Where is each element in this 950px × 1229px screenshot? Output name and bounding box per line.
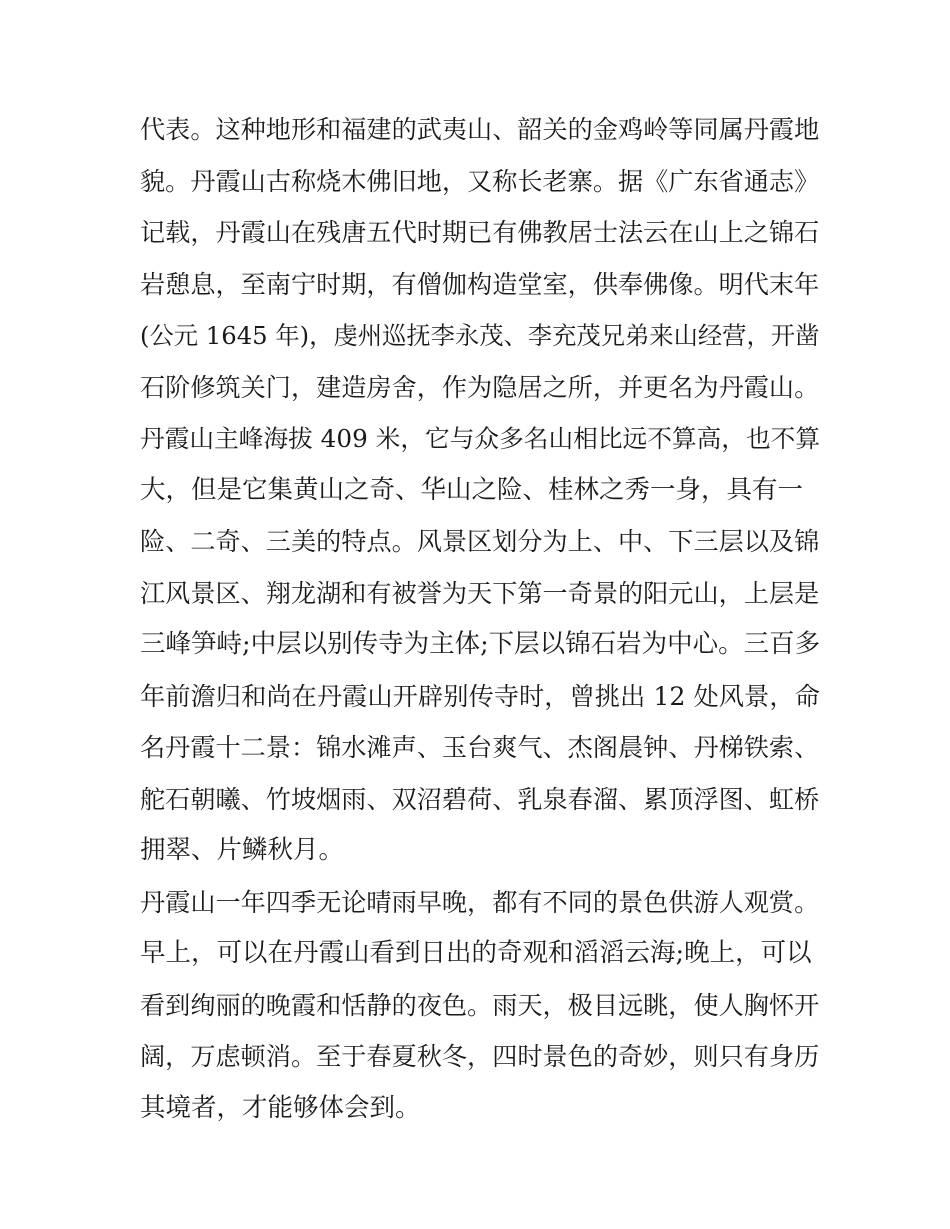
text-line: 舵石朝曦、竹坡烟雨、双沼碧荷、乳泉春溜、累顶浮图、虹桥 bbox=[140, 784, 820, 814]
text-line: 江风景区、翔龙湖和有被誉为天下第一奇景的阳元山，上层是 bbox=[140, 578, 820, 608]
text-line: 石阶修筑关门，建造房舍，作为隐居之所，并更名为丹霞山。 bbox=[140, 372, 820, 402]
text-line: 阔，万虑顿消。至于春夏秋冬，四时景色的奇妙，则只有身历 bbox=[140, 1042, 820, 1071]
text-line: 代表。这种地形和福建的武夷山、韶关的金鸡岭等同属丹霞地 bbox=[140, 115, 820, 144]
text-line: 早上，可以在丹霞山看到日出的奇观和滔滔云海;晚上，可以 bbox=[140, 938, 812, 968]
text-line: 岩憩息，至南宁时期，有僧伽构造堂室，供奉佛像。明代末年 bbox=[140, 269, 820, 299]
text-line: 大，但是它集黄山之奇、华山之险、桂林之秀一身，具有一 bbox=[140, 474, 804, 505]
body-text bbox=[140, 104, 820, 1134]
text-line: 三峰笋峙;中层以别传寺为主体;下层以锦石岩为中心。三百多 bbox=[140, 629, 821, 659]
text-line: 其境者，才能够体会到。 bbox=[140, 1092, 421, 1123]
text-line: 貌。丹霞山古称烧木佛旧地，又称长老寨。据《广东省通志》 bbox=[140, 166, 820, 196]
text-line: 记载，丹霞山在残唐五代时期已有佛教居士法云在山上之锦石 bbox=[140, 218, 820, 247]
text-line: 看到绚丽的晚霞和恬静的夜色。雨天，极目远眺，使人胸怀开 bbox=[140, 990, 820, 1020]
text-line: 丹霞山主峰海拔 409 米，它与众多名山相比远不算高，也不算 bbox=[140, 424, 821, 453]
text-line: (公元 1645 年)，虔州巡抚李永茂、李充茂兄弟来山经营，开凿 bbox=[140, 321, 820, 350]
text-line: 丹霞山一年四季无论晴雨早晚，都有不同的景色供游人观赏。 bbox=[140, 887, 820, 917]
text-line: 险、二奇、三美的特点。风景区划分为上、中、下三层以及锦 bbox=[140, 527, 820, 556]
text-line: 名丹霞十二景：锦水滩声、玉台爽气、杰阁晨钟、丹梯铁索、 bbox=[140, 733, 820, 762]
text-line: 拥翠、片鳞秋月。 bbox=[140, 835, 345, 865]
text-line: 年前澹归和尚在丹霞山开辟别传寺时，曾挑出 12 处风景，命 bbox=[140, 681, 820, 711]
